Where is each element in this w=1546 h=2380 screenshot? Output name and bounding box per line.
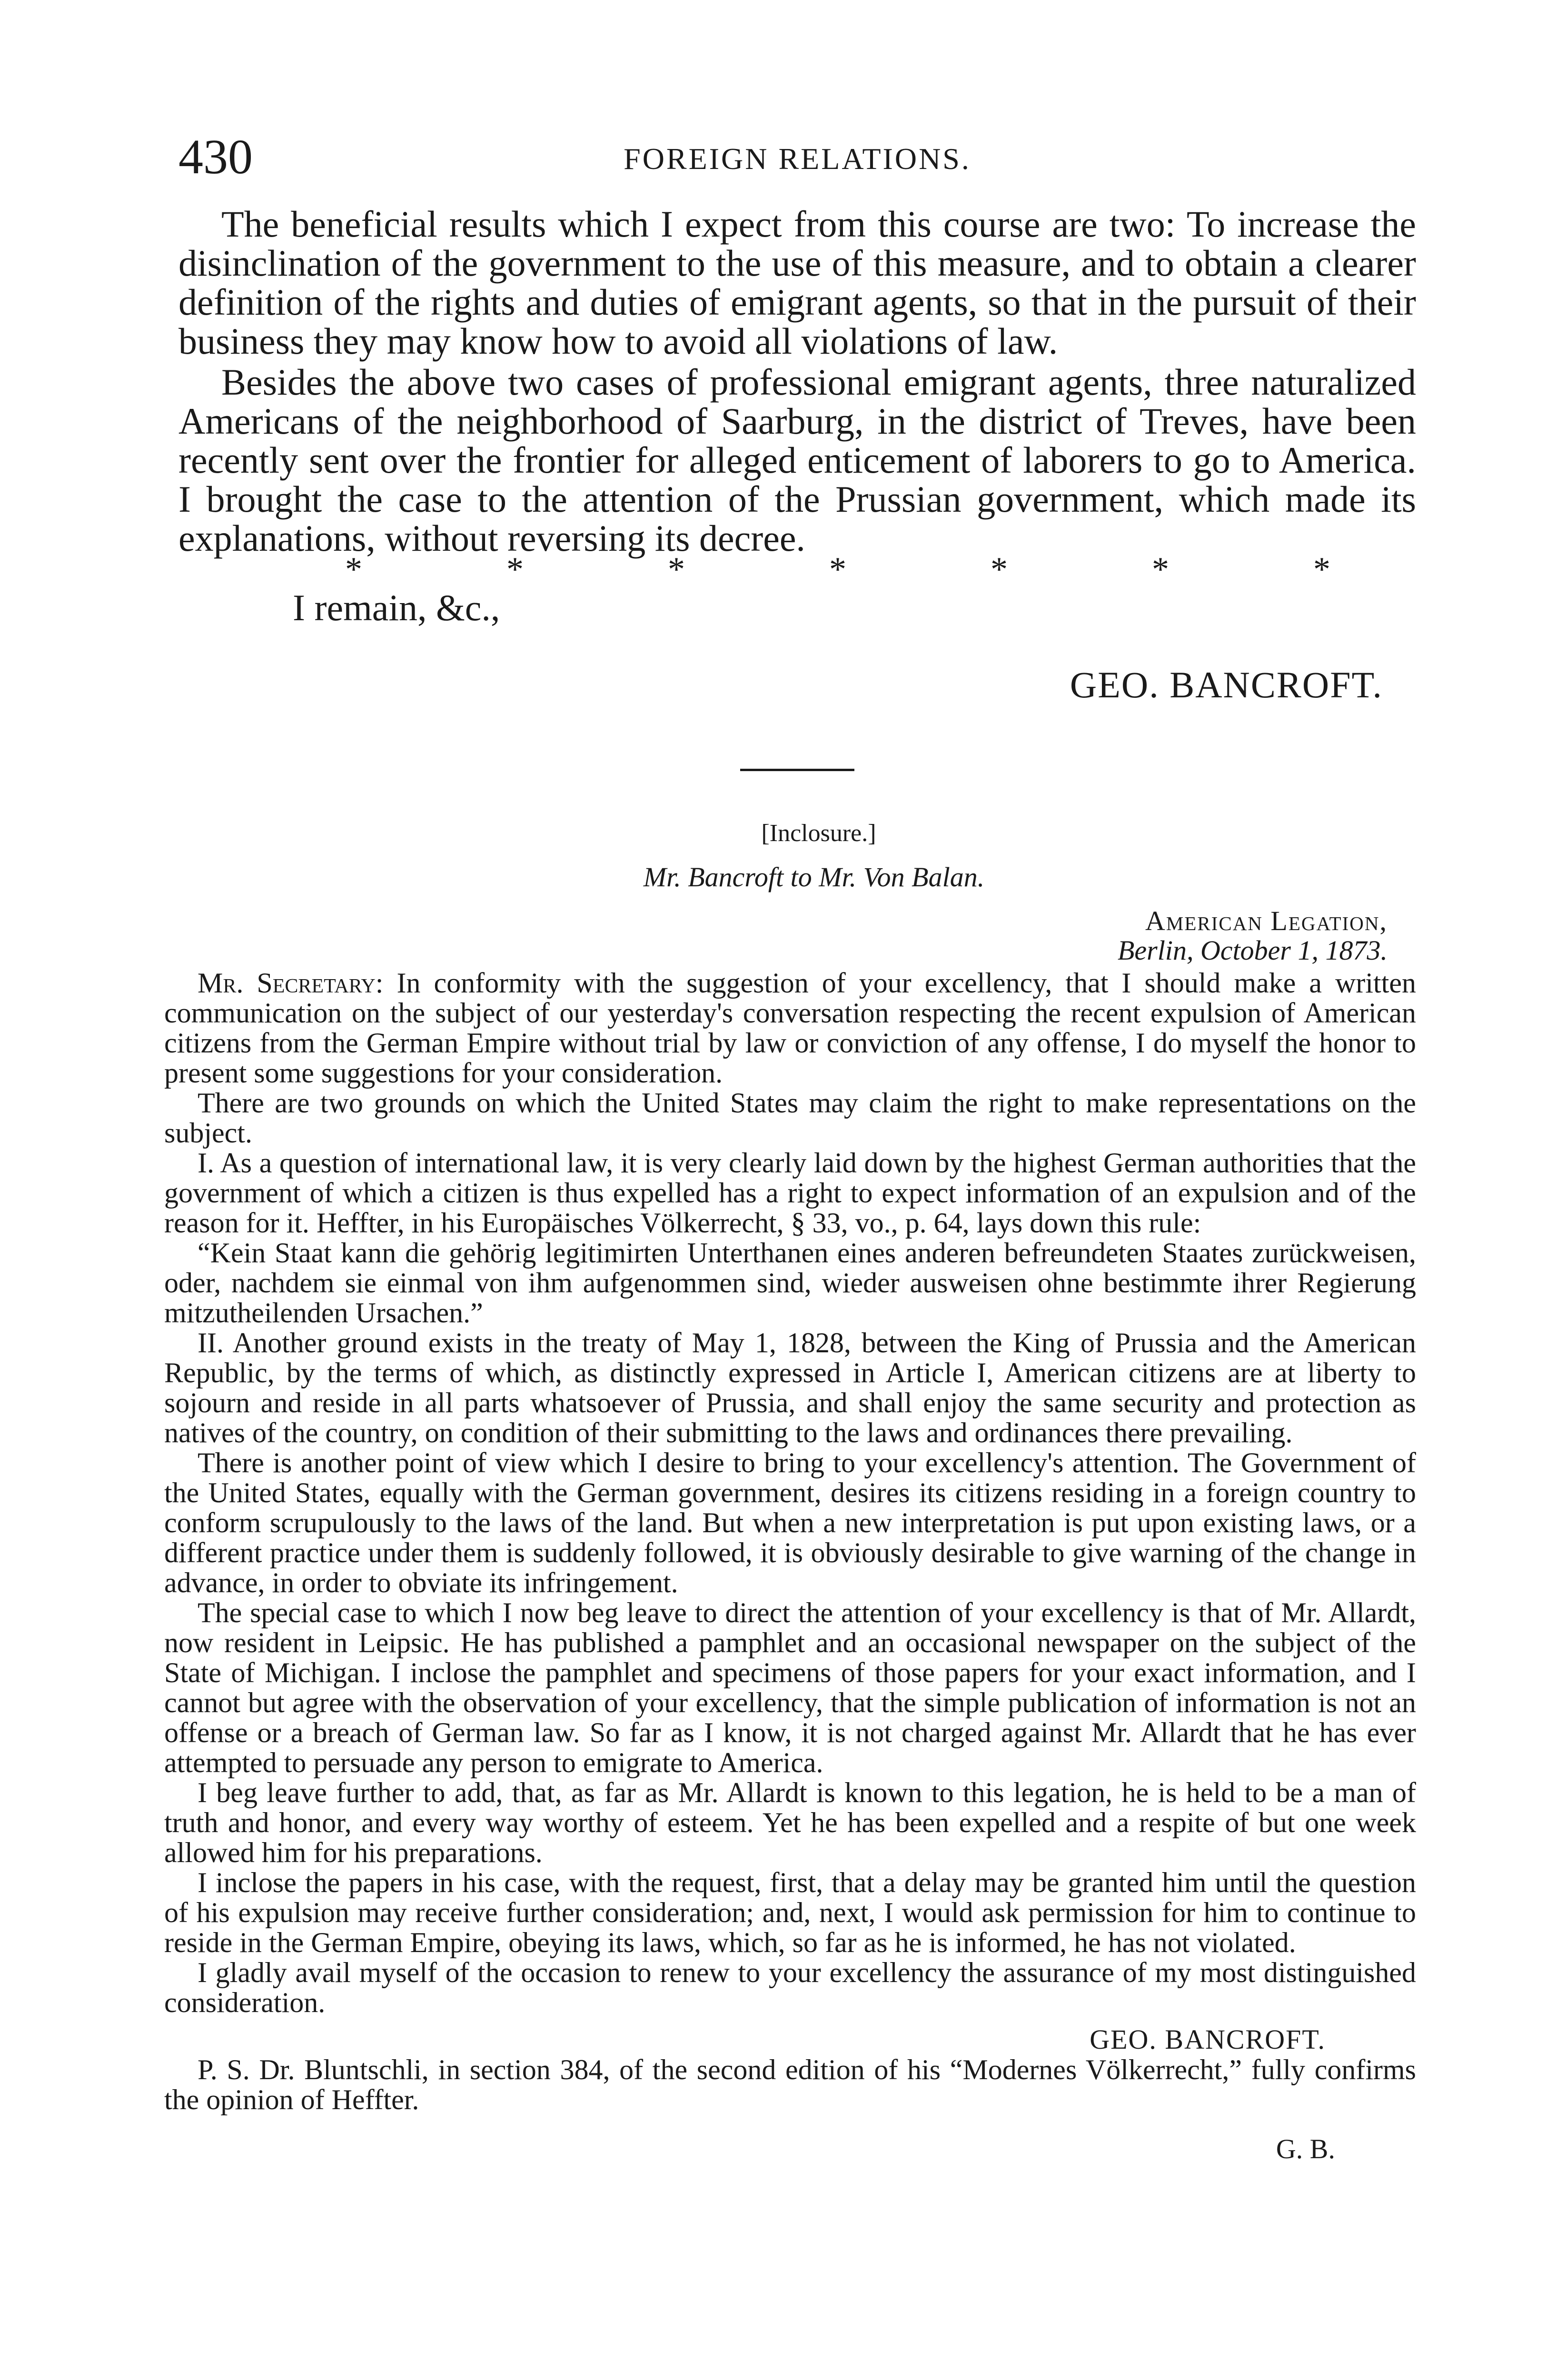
ellipsis-asterisks xyxy=(178,550,1416,588)
enclosure-paragraph: II. Another ground exists in the treaty of May 1, 1828, between the King of Prussia and the American Republic, by the terms of which, as distinctly expressed in Article I, American citizens are at liberty to sojourn and reside in all parts whatsoever of Prussia, and shall enjoy the same security and protection as natives of the country, on condition of their submitting to the laws and ordinances there prevailing. xyxy=(164,1327,1416,1448)
quotation-paragraph: “Kein Staat kann die gehörig legitimirten Unterthanen eines anderen befreundeten Staates zurückweisen, oder, nachdem sie einmal von ihm aufgenommen sind, wieder ausweisen ohne bestimmte ihrer Regierung mitzutheilenden Ursachen.” xyxy=(164,1237,1416,1329)
dateline xyxy=(164,906,1416,965)
enclosure-label: [Inclosure.] xyxy=(761,820,876,847)
enclosure-paragraph: Mr. Secretary: In conformity with the suggestion of your excellency, that I should make a written communication on the subject of our yesterday's conversation respecting the recent expulsion of American citizens from the German Empire without trial by law or conviction of any offense, I do myself the honor to present some suggestions for your consideration. xyxy=(164,967,1417,1089)
enclosure-heading: Mr. Bancroft to Mr. Von Balan. xyxy=(643,862,985,892)
page-number: 430 xyxy=(178,129,253,184)
section-divider xyxy=(740,769,854,771)
letter-signature: GEO. BANCROFT. xyxy=(1070,664,1383,705)
dateline-place: American Legation, xyxy=(1145,905,1387,936)
dateline-date: Berlin, October 1, 1873. xyxy=(1117,935,1387,966)
running-header xyxy=(178,129,1416,186)
letter-closing: I remain, &c., xyxy=(293,587,500,628)
running-title: FOREIGN RELATIONS. xyxy=(624,142,971,176)
letter-paragraph: The beneficial results which I expect from this course are two: To increase the disinclination of the government to the use of this measure, and to obtain a clearer definition of the rights and duties of emigrant agents, so that in the pursuit of their business they may know how to avoid all violations of law. xyxy=(178,203,1416,362)
salutation: Mr. Secretary: xyxy=(198,967,384,999)
asterisk: * xyxy=(345,550,362,588)
postscript-initials: G. B. xyxy=(1276,2133,1335,2164)
enclosure xyxy=(164,819,1416,2164)
asterisk: * xyxy=(991,550,1008,588)
enclosure-paragraph: I. As a question of international law, it is very clearly laid down by the highest German authorities that the government of which a citizen is thus expelled has a right to expect information of an expulsion and of the reason for it. Heffter, in his Europäisches Völkerrecht, § 33, vo., p. 64, lays down this rule: xyxy=(164,1147,1416,1239)
enclosure-paragraph: I inclose the papers in his case, with the request, first, that a delay may be granted him until the question of his expulsion may receive further consideration; and, next, I would ask permission for him to continue to reside in the German Empire, obeying its laws, which, so far as he is informed, he has not violated. xyxy=(164,1867,1416,1958)
asterisk: * xyxy=(829,550,846,588)
enclosure-paragraph: I beg leave further to add, that, as far as Mr. Allardt is known to this legation, he is held to be a man of truth and honor, and every way worthy of esteem. Yet he has been expelled and a respite of but one week allowed him for his preparations. xyxy=(164,1777,1416,1868)
asterisk: * xyxy=(1313,550,1330,588)
enclosure-body xyxy=(164,968,1416,2018)
postscript: P. S. Dr. Bluntschli, in section 384, of the second edition of his “Modernes Völkerrecht,” fully confirms the opinion of Heffter. xyxy=(164,2054,1416,2115)
letter-body xyxy=(178,205,1416,704)
enclosure-signature: GEO. BANCROFT. xyxy=(1090,2024,1326,2055)
enclosure-paragraph: There are two grounds on which the United States may claim the right to make representations on the subject. xyxy=(164,1087,1416,1149)
enclosure-paragraph: The special case to which I now beg leave to direct the attention of your excellency is that of Mr. Allardt, now resident in Leipsic. He has published a pamphlet and an occasional newspaper on the subject of the State of Michigan. I inclose the pamphlet and specimens of those papers for your exact information, and I cannot but agree with the observation of your excellency, that the simple publication of information is not an offense or a breach of German law. So far as I know, it is not charged against Mr. Allardt that he has ever attempted to persuade any person to emigrate to America. xyxy=(164,1597,1416,1778)
enclosure-paragraph: I gladly avail myself of the occasion to renew to your excellency the assurance of my most distinguished consideration. xyxy=(164,1957,1416,2018)
asterisk: * xyxy=(1152,550,1169,588)
asterisk: * xyxy=(668,550,685,588)
enclosure-paragraph: There is another point of view which I desire to bring to your excellency's attention. The Government of the United States, equally with the German government, desires its citizens residing in a foreign country to conform scrupulously to the laws of the land. But when a new interpretation is put upon existing laws, or a different practice under them is suddenly followed, it is obviously desirable to give warning of the change in advance, in order to obviate its infringement. xyxy=(164,1447,1416,1598)
asterisk: * xyxy=(506,550,524,588)
letter-paragraph: Besides the above two cases of professional emigrant agents, three naturalized Americans of the neighborhood of Saarburg, in the district of Treves, have been recently sent over the frontier for alleged enticement of laborers to go to America. I brought the case to the attention of the Prussian government, which made its explanations, without reversing its decree. xyxy=(178,361,1416,559)
